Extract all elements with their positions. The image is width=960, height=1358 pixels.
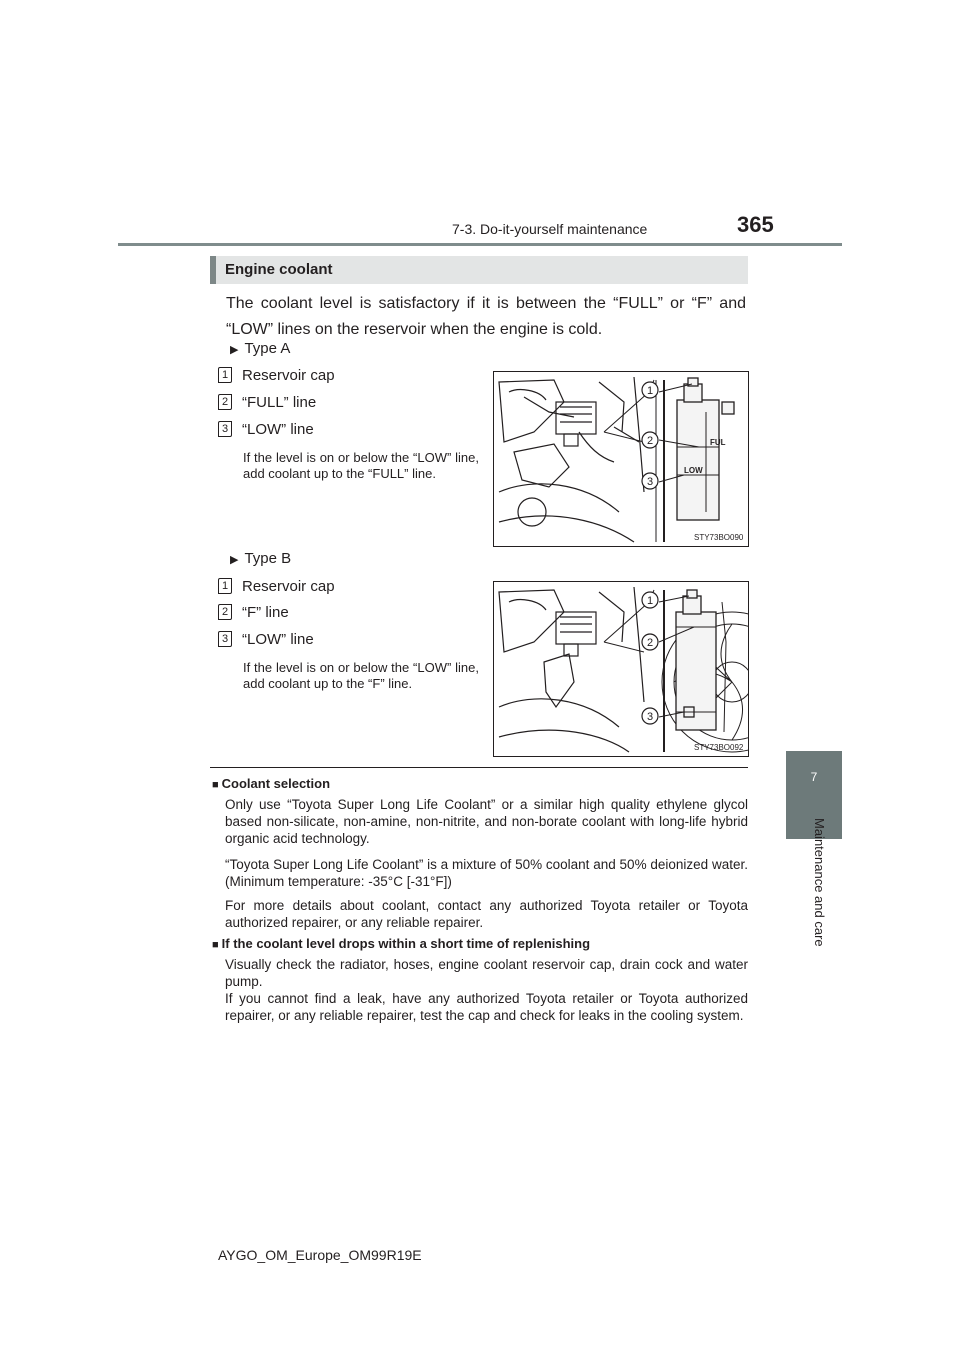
- callout-number: 2: [646, 637, 654, 649]
- page-number: 365: [737, 212, 774, 237]
- type-b-item-number: 2: [218, 604, 232, 620]
- callout-number: 3: [646, 711, 654, 723]
- chapter-tab-title: Maintenance and care: [812, 818, 827, 947]
- running-header: 7-3. Do-it-yourself maintenance: [452, 221, 648, 237]
- type-b-figure: [493, 581, 749, 757]
- note-heading: ■ If the coolant level drops within a short time of replenishing: [212, 936, 591, 951]
- callout-number: 1: [646, 595, 654, 607]
- callout-number: 2: [646, 435, 654, 447]
- notes-divider: [210, 767, 748, 768]
- header-divider: [118, 243, 842, 246]
- type-a-item-number: 1: [218, 367, 232, 383]
- type-a-item-number: 3: [218, 421, 232, 437]
- note-paragraph: Visually check the radiator, hoses, engine coolant reservoir cap, drain cock and water pump.: [225, 957, 748, 989]
- square-bullet-icon: ■: [212, 939, 219, 951]
- section-title: Engine coolant: [210, 256, 748, 284]
- type-a-item-label: Reservoir cap: [242, 367, 335, 384]
- chapter-tab-number: 7: [810, 770, 818, 784]
- type-b-item-label: “F” line: [242, 604, 289, 621]
- note-paragraph: If you cannot find a leak, have any authorized Toyota retailer or Toyota authorized repairer, or any reliable repairer, test the cap and check for leaks in the cooling system.: [225, 991, 748, 1023]
- fig-a-full-mark: FUL: [710, 438, 726, 447]
- type-a-item-label: “FULL” line: [242, 394, 317, 411]
- triangle-bullet-icon: ▶: [230, 344, 239, 356]
- type-b-item-label: “LOW” line: [242, 631, 314, 648]
- note-paragraph: “Toyota Super Long Life Coolant” is a mixture of 50% coolant and 50% deionized water. (Minimum temperature: -35°C [-31°F]): [225, 857, 748, 889]
- type-a-figure: [493, 371, 749, 547]
- type-a-item-number: 2: [218, 394, 232, 410]
- type-a-heading: ▶ Type A: [230, 340, 291, 357]
- document-footer: AYGO_OM_Europe_OM99R19E: [218, 1247, 422, 1263]
- engine-bay-illustration: [494, 372, 748, 546]
- note-paragraph: Only use “Toyota Super Long Life Coolant” or a similar high quality ethylene glycol based non-silicate, non-amine, non-nitrite, and non-borate coolant with long-life hybrid organic acid technology.: [225, 797, 748, 846]
- type-a-item-label: “LOW” line: [242, 421, 314, 438]
- fig-a-low-mark: LOW: [684, 466, 703, 475]
- callout-number: 3: [646, 476, 654, 488]
- type-a-figure-code: STY73BO090: [694, 533, 744, 542]
- type-b-figure-code: STY73BO092: [694, 743, 744, 752]
- intro-paragraph: The coolant level is satisfactory if it is between the “FULL” or “F” and “LOW” lines on the reservoir when the engine is cold.: [226, 295, 746, 338]
- type-b-note: If the level is on or below the “LOW” line, add coolant up to the “F” line.: [243, 660, 479, 691]
- note-heading: ■ Coolant selection: [212, 776, 331, 791]
- callout-number: 1: [646, 385, 654, 397]
- type-b-heading: ▶ Type B: [230, 550, 292, 567]
- type-a-note: If the level is on or below the “LOW” line, add coolant up to the “FULL” line.: [243, 450, 479, 481]
- type-b-item-number: 1: [218, 578, 232, 594]
- note-paragraph: For more details about coolant, contact any authorized Toyota retailer or Toyota authorized repairer, or any reliable repairer.: [225, 898, 748, 930]
- square-bullet-icon: ■: [212, 779, 219, 791]
- type-b-item-label: Reservoir cap: [242, 578, 335, 595]
- type-b-item-number: 3: [218, 631, 232, 647]
- triangle-bullet-icon: ▶: [230, 554, 239, 566]
- engine-bay-illustration: [494, 582, 748, 756]
